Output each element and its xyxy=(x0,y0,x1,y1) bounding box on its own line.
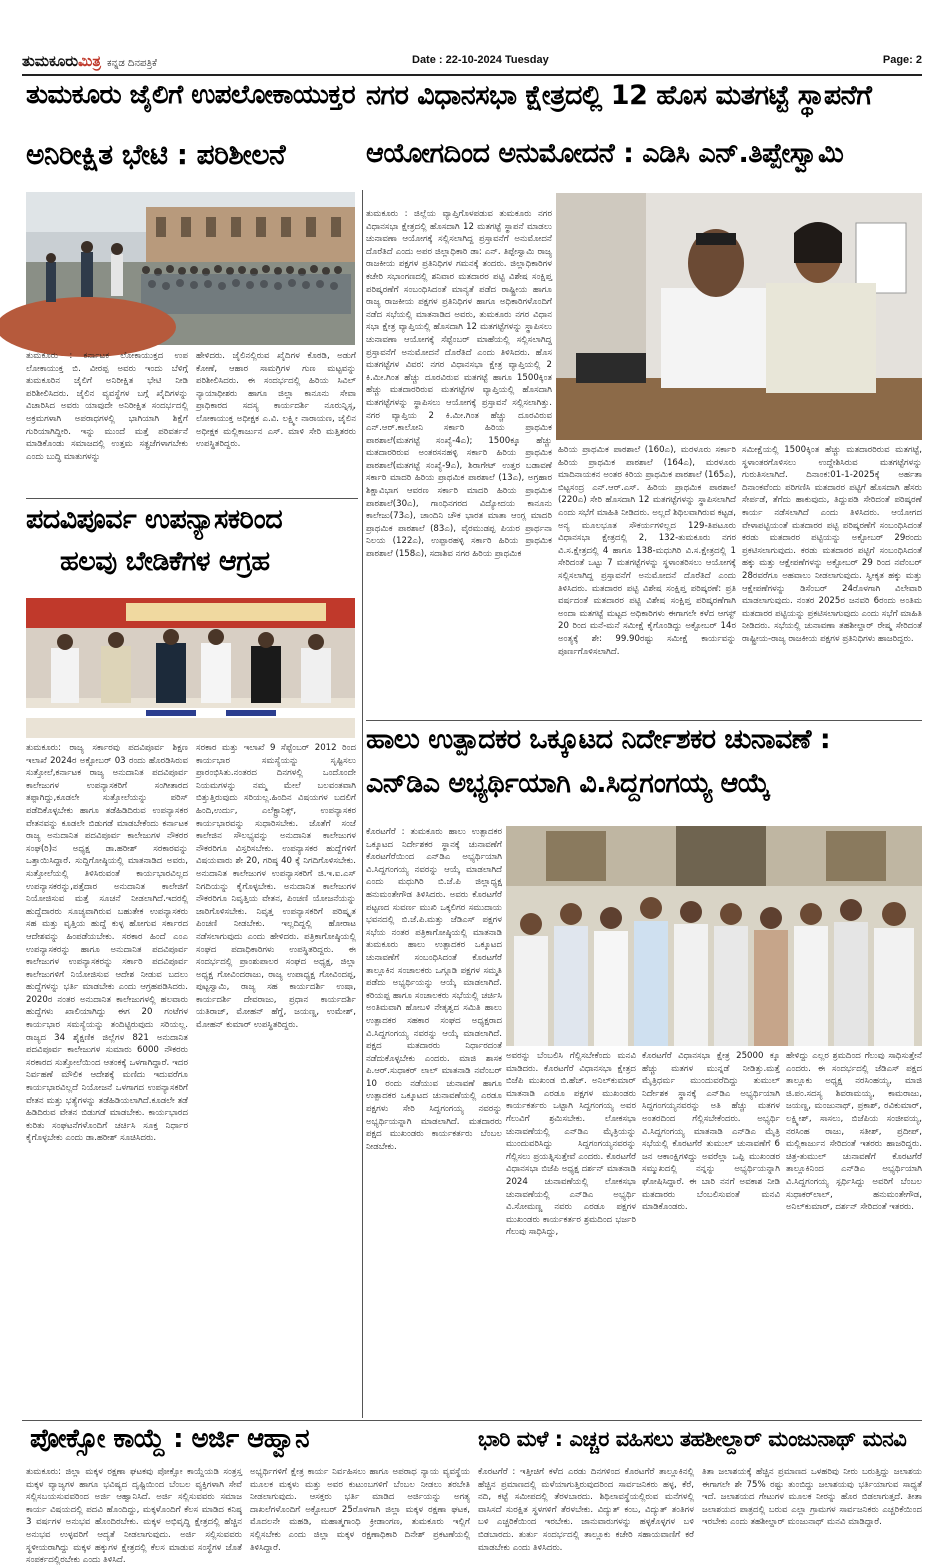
column-divider xyxy=(362,190,363,1418)
lecturers-headline-1: ಪದವಿಪೂರ್ವ ಉಪನ್ಯಾಸಕರಿಂದ xyxy=(26,504,283,535)
booths-body-col-3: ಸಮೀಕ್ಷೆಯಲ್ಲಿ 1500ಕ್ಕಿಂತ ಹೆಚ್ಚು ಮತದಾರರಿರುವ ಮತಗಟ್ಟೆ, ಸ್ಥಳಾಂತರಗೊಳಿಸಲು ಉದ್ದೇಶಿಸಿರುವ ಮತಗಟ್ಟೆಗಳನ್ನು ಗುರುತಿಸಲಾಗಿದೆ. ದಿನಾಂಕ:01-1-2025ಕ್ಕೆ ಅರ್ಹತಾ ದಿನಾಂಕವೆಂದು ಪರಿಗಣಿಸಿ ಮತದಾರರ ಪಟ್ಟಿಗೆ ಹೊಸದಾಗಿ ಹೆಸರು ಸೇರ್ಪಡೆ, ತೆಗೆದು ಹಾಕುವುದು, ತಿದ್ದುಪಡಿ ಸೇರಿದಂತೆ ಪರಿಷ್ಕರಣೆ ಕಾರ್ಯ ನಡೆಸಲಾಗಿದೆ ಎಂದು ತಿಳಿಸಿದರು. ಆಯೋಗದ ವೇಳಾಪಟ್ಟಿಯಂತೆ ಮತದಾರರ ಪಟ್ಟಿ ಪರಿಷ್ಕರಣೆಗೆ ಸಂಬಂಧಿಸಿದಂತೆ ಕರಡು ಮತದಾರರ ಪಟ್ಟಿಯನ್ನು ಅಕ್ಟೋಬರ್ 29ರಂದು ಪ್ರಕಟಿಸಲಾಗುವುದು. ಕರಡು ಮತದಾರರ ಪಟ್ಟಿಗೆ ಸಂಬಂಧಿಸಿದಂತೆ ಹಕ್ಕು ಮತ್ತು ಆಕ್ಷೇಪಣೆಗಳನ್ನು ಅಕ್ಟೋಬರ್ 29 ರಿಂದ ನವೆಂಬರ್ 28ರವರೆಗೂ ಅಹವಾಲು ನೀಡಲಾಗುವುದು. ಸ್ವೀಕೃತ ಹಕ್ಕು ಮತ್ತು ಆಕ್ಷೇಪಣೆಗಳನ್ನು ಡಿಸೆಂಬರ್ 24ರೊಳಗಾಗಿ ವಿಲೇವಾರಿ ಮಾಡಲಾಗುವುದು. ನಂತರ 2025ರ ಜನವರಿ 6ರಂದು ಅಂತಿಮ ಮತದಾರರ ಪಟ್ಟಿಯನ್ನು ಪ್ರಕಟಿಸಲಾಗುವುದು ಎಂದು ಸಭೆಗೆ ಮಾಹಿತಿ ನೀಡಿದರು. ಸಭೆಯಲ್ಲಿ ಚುನಾವಣಾ ತಹಶೀಲ್ದಾರ್ ರೇಷ್ಮ ಸೇರಿದಂತೆ ರಾಷ್ಟ್ರೀಯ-ರಾಜ್ಯ ರಾಜಕೀಯ ಪಕ್ಷಗಳ ಪ್ರತಿನಿಧಿಗಳು ಹಾಜರಿದ್ದರು. xyxy=(742,445,922,644)
booths-meeting-photo xyxy=(556,193,922,440)
milk-body-col-2: ಅವರನ್ನು ಬೆಂಬಲಿಸಿ ಗೆಲ್ಲಿಸಬೇಕೆಂದು ಮನವಿ ಮಾಡಿದರು. ಕೊರಟಗೆರೆ ವಿಧಾನಸಭಾ ಕ್ಷೇತ್ರದ ಬಿಜೆಪಿ ಮುಖಂಡ ಬಿ.ಹೆಚ್. ಅನಿಲ್‌ಕುಮಾರ್ ಮಾತನಾಡಿ ಎರಡೂ ಪಕ್ಷಗಳ ಮುಖಂಡರು ಕಾರ್ಯಕರ್ತರು ಒಟ್ಟಾಗಿ ಸಿದ್ದಗಂಗಯ್ಯ ಅವರ ಗೆಲುವಿಗೆ ಶ್ರಮಿಸಬೇಕು. ಲೋಕಸಭಾ ಚುನಾವಣೆಯಲ್ಲಿ ಎನ್‌ಡಿಎ ಮೈತ್ರಿಯನ್ನು ಮುಂದುವರಿಸಿದ್ದು ಸಿದ್ದಗಂಗಯ್ಯನವರನ್ನು ಗೆಲ್ಲಿಸಲು ಪ್ರಯತ್ನಿಸುತ್ತೇವೆ ಎಂದರು. ಕೊರಟಗೆರೆ ವಿಧಾನಸಭಾ ಬಿಜೆಪಿ ಅಧ್ಯಕ್ಷ ದರ್ಶನ್ ಮಾತನಾಡಿ 2024 ಚುನಾವಣೆಯಲ್ಲಿ ಲೋಕಸಭಾ ಚುನಾವಣೆಯಲ್ಲಿ ಎನ್‌ಡಿಎ ಅಭ್ಯರ್ಥಿ ವಿ.ಸೋಮಣ್ಣ ನವರು ಎರಡೂ ಪಕ್ಷಗಳ ಮುಖಂಡರು ಕಾರ್ಯಕರ್ತರ ಶ್ರಮದಿಂದ ಭರ್ಜರಿ ಗೆಲುವು ಸಾಧಿಸಿದ್ದು, xyxy=(506,1051,636,1238)
milk-headline-2: ಎನ್‌ಡಿಎ ಅಭ್ಯರ್ಥಿಯಾಗಿ ವಿ.ಸಿದ್ದಗಂಗಯ್ಯ ಆಯ್ಕೆ xyxy=(366,768,770,799)
lecturers-photo-illustration xyxy=(26,598,355,738)
jail-photo-illustration xyxy=(26,192,355,345)
booths-divider xyxy=(366,720,922,721)
pocso-body-col-2: ಅಭ್ಯರ್ಥಿಗಳಿಗೆ ಕ್ಷೇತ್ರ ಕಾರ್ಯ ನಿರ್ವಹಿಸಲು ಹಾಗೂ ಅಪರಾಧ ನ್ಯಾಯ ವ್ಯವಸ್ಥೆಯ ಮೂಲಕ ಮಕ್ಕಳು ಮತ್ತು ಅವರ ಕುಟುಂಬಗಳಿಗೆ ಬೆಂಬಲ ನೀಡಲು ತರಬೇತಿ ನೀಡಲಾಗುವುದು. ಆಸಕ್ತರು ಭರ್ತಿ ಮಾಡಿದ ಅರ್ಜಿಯನ್ನು ಅಗತ್ಯ ದಾಖಲೆಗಳೊಂದಿಗೆ ಅಕ್ಟೋಬರ್ 25ರೊಳಗಾಗಿ ಜಿಲ್ಲಾ ಮಕ್ಕಳ ರಕ್ಷಣಾ ಘಟಕ, ಮೊದಲನೇ ಮಹಡಿ, ಮಹಾತ್ಮಗಾಂಧಿ ಕ್ರೀಡಾಂಗಣ, ತುಮಕೂರು ಇಲ್ಲಿಗೆ ಸಲ್ಲಿಸಬೇಕು ಎಂದು ಜಿಲ್ಲಾ ಮಕ್ಕಳ ರಕ್ಷಣಾಧಿಕಾರಿ ದಿನೇಶ್ ಪ್ರಕಟಣೆಯಲ್ಲಿ ತಿಳಿಸಿದ್ದಾರೆ. xyxy=(250,1467,470,1553)
jail-body-col-2: ಹೇಳಿದರು. ಜೈಲಿನಲ್ಲಿರುವ ಖೈದಿಗಳ ಕೊಠಡಿ, ಅಡುಗೆ ಕೋಣೆ, ಆಹಾರ ಸಾಮಗ್ರಿಗಳ ಗುಣ ಮಟ್ಟವನ್ನು ಪರಿಶೀಲಿಸಿದರು. ಈ ಸಂದರ್ಭದಲ್ಲಿ ಹಿರಿಯ ಸಿವಿಲ್ ನ್ಯಾಯಾಧೀಶರು ಹಾಗೂ ಜಿಲ್ಲಾ ಕಾನೂನು ಸೇವಾ ಪ್ರಾಧಿಕಾರದ ಸದಸ್ಯ ಕಾರ್ಯದರ್ಶಿ ನೂರುನ್ನಿಸ್ಸ, ಲೋಕಾಯುಕ್ತ ಅಧೀಕ್ಷಕ ಎ.ವಿ. ಲಕ್ಷ್ಮೀ ನಾರಾಯಣ, ಜೈಲಿನ ಅಧೀಕ್ಷಕ ಮಲ್ಲಿಕಾರ್ಜುನ ಎಸ್. ಮಾಳಿ ಸೇರಿ ಮತ್ತಿತರರು ಉಪಸ್ಥಿತರಿದ್ದರು. xyxy=(196,351,356,450)
paper-name-red: ಮಿತ್ರ xyxy=(78,52,101,70)
jail-body-col-1: ತುಮಕೂರು : ಕರ್ನಾಟಕ ಲೋಕಾಯುಕ್ತದ ಉಪ ಲೋಕಾಯುಕ್ತ ಬಿ. ವೀರಪ್ಪ ಅವರು ಇಂದು ಬೆಳಿಗ್ಗೆ ತುಮಕೂರಿನ ಜೈಲಿಗೆ ಅನಿರೀಕ್ಷಿತ ಭೇಟಿ ನೀಡಿ ಪರಿಶೀಲಿಸಿದರು. ಜೈಲಿನ ವ್ಯವಸ್ಥೆಗಳ ಬಗ್ಗೆ ಖೈದಿಗಳನ್ನು ವಿಚಾರಿಸಿದ ಅವರು ಯಾವುದೇ ಅನಿರೀಕ್ಷಿತ ಸಂದರ್ಭದಲ್ಲಿ ಅಕ್ರಮಗಳಾಗಿ ಅಪರಾಧಗಳಲ್ಲಿ ಭಾಗಿಯಾಗಿ ಶಿಕ್ಷೆಗೆ ಗುರಿಯಾಗಿದ್ದೀರಿ. ಇನ್ನು ಮುಂದೆ ಮತ್ತೆ ಪರಿವರ್ತನೆ ಮಾಡಿಕೊಂಡು ಸಮಾಜದಲ್ಲಿ ಉತ್ತಮ ಸತ್ಪ್ರಜೆಗಳಾಗಬೇಕು ಎಂದು ಬುದ್ಧಿ ಮಾತುಗಳನ್ನು xyxy=(26,351,188,462)
milk-headline-1: ಹಾಲು ಉತ್ಪಾದಕರ ಒಕ್ಕೂಟದ ನಿರ್ದೇಶಕರ ಚುನಾವಣೆ : xyxy=(366,724,831,755)
rain-body-col-1: ಕೊರಟಗೆರೆ : ಇತ್ತೀಚಿಗೆ ಕಳೆದ ಎರಡು ದಿನಗಳಿಂದ ಕೊರಟಗೆರೆ ತಾಲ್ಲೂಕಿನಲ್ಲಿ ಹೆಚ್ಚಿನ ಪ್ರಮಾಣದಲ್ಲಿ ಮಳೆಯಾಗುತ್ತಿರುವುದರಿಂದ ಸಾರ್ವಜನಿಕರು ಹಳ್ಳ, ಕೆರೆ, ನದಿ, ಕಟ್ಟೆ ಸಮೀಪದಲ್ಲಿ ತೆರಳಬಾರದು. ಶಿಥಿಲಾವಸ್ಥೆಯಲ್ಲಿರುವ ಮನೆಗಳಲ್ಲಿ ವಾಸಿಸದೆ ಸುರಕ್ಷಿತ ಸ್ಥಳಗಳಿಗೆ ತೆರಳಬೇಕು. ವಿದ್ಯುತ್ ಕಂಬ, ವಿದ್ಯುತ್ ತಂತಿಗಳ ಬಳಿ ಎಚ್ಚರಿಕೆಯಿಂದ ಇರಬೇಕು. ಜಾನುವಾರುಗಳನ್ನು ಹಳ್ಳಕೊಳ್ಳಗಳ ಬಳಿ ಬಿಡಬಾರದು. ತುರ್ತು ಸಂದರ್ಭದಲ್ಲಿ ತಾಲ್ಲೂಕು ಕಚೇರಿ ಸಹಾಯವಾಣಿಗೆ ಕರೆ ಮಾಡಬೇಕು ಎಂದು ತಿಳಿಸಿದರು. xyxy=(478,1467,694,1553)
rain-body-col-2: ತಿತಾ ಜಲಾಶಯಕ್ಕೆ ಹೆಚ್ಚಿನ ಪ್ರಮಾಣದ ಒಳಹರಿವು ನೀರು ಬರುತ್ತಿದ್ದು ಜಲಾಶಯ ಈಗಾಗಲೇ ಶೇ 75% ರಷ್ಟು ತುಂಬಿದ್ದು ಜಲಾಶಯವು ಭರ್ತಿಯಾಗುವ ಸಾಧ್ಯತೆ ಇದೆ. ಜಲಾಶಯದ ಗೇಟುಗಳ ಮೂಲಕ ನೀರನ್ನು ಹೊರ ಬಿಡಲಾಗುತ್ತದೆ. ತೀತಾ ಜಲಾಶಯದ ಪಾತ್ರದಲ್ಲಿ ಬರುವ ಎಲ್ಲಾ ಗ್ರಾಮಗಳ ಸಾರ್ವಜನಿಕರು ಎಚ್ಚರಿಕೆಯಿಂದ ಇರಬೇಕು ಎಂದು ತಹಶೀಲ್ದಾರ್ ಮಂಜುನಾಥ್ ಮನವಿ ಮಾಡಿದ್ದಾರೆ. xyxy=(702,1467,922,1528)
lecturers-body-col-2: ಸರಕಾರ ಮತ್ತು ಇಲಾಖೆ 9 ಸೆಪ್ಟೆಂಬರ್ 2012 ರಿಂದ ಕಾರ್ಯಭಾರ ಸಮಸ್ಯೆಯನ್ನು ಸೃಷ್ಟಿಸಲು ಪ್ರಾರಂಭಿಸಿತು.ನಂತರದ ದಿನಗಳಲ್ಲಿ ಒಂದೊಂದೇ ನಿಯಮಗಳನ್ನು ನಮ್ಮ ಮೇಲೆ ಬಲವಂತವಾಗಿ ಬಿತ್ತುತ್ತಿರುವುದು ಸರಿಯಲ್ಲ.ಹಿಂದಿನ ವಿಷಯಗಳ ಬದಲಿಗೆ ಹಿಂದಿ,ಉರ್ದು, ಎಲೆಕ್ಟ್ರಾನಿಕ್ಸ್, ಉಪನ್ಯಾಸಕರ ಕಾರ್ಯಭಾರವನ್ನು ಸುಧಾರಿಸಬೇಕು. ಜೊತೆಗೆ ಸಂಜೆ ಕಾಲೇಜಿನ ಸೌಲಭ್ಯವನ್ನು ಅನುದಾನಿತ ಕಾಲೇಜುಗಳ ನೌಕರರಿಗೂ ವಿಸ್ತರಿಸಬೇಕು. ಉಪನ್ಯಾಸಕರ ಹುದ್ದೆಗಳಿಗೆ ವಿಷಯವಾರು ಶೇ 20, ಗರಿಷ್ಠ 40 ಕ್ಕೆ ನಿಗದಿಗೊಳಿಸಬೇಕು. ಅನುದಾನಿತ ಕಾಲೇಜುಗಳ ಉಪನ್ಯಾಸಕರಿಗೆ ಜಿ.ಇ.ಐ.ಎಸ್ ನಿಗದಿಯನ್ನು ಕೈಗೊಳ್ಳಬೇಕು. ಅನುದಾನಿತ ಕಾಲೇಜುಗಳ ನೌಕರರಿಗೂ ನಿವೃತ್ತಿಯ ವೇತನ, ಪಿಂಚಣಿ ಯೋಜನೆಯನ್ನು ಜಾರಿಗೊಳಿಸಬೇಕು. ನಿವೃತ್ತ ಉಪನ್ಯಾಸಕರಿಗೆ ಪರಿಷ್ಕೃತ ಪಿಂಚಣಿ ನೀಡಬೇಕು. ಇಲ್ಲದಿದ್ದಲ್ಲಿ ಹೋರಾಟ ನಡೆಸಲಾಗುವುದು ಎಂದು ಹೇಳಿದರು. ಪತ್ರಿಕಾಗೋಷ್ಠಿಯಲ್ಲಿ ಸಂಘದ ಪದಾಧಿಕಾರಿಗಳು ಉಪಸ್ಥಿತರಿದ್ದರು. ಈ ಸಂದರ್ಭದಲ್ಲಿ ಪ್ರಾಂಶುಪಾಲರ ಸಂಘದ ಅಧ್ಯಕ್ಷ, ಜಿಲ್ಲಾ ಅಧ್ಯಕ್ಷ ಗೋವಿಂದರಾಜು, ರಾಜ್ಯ ಉಪಾಧ್ಯಕ್ಷ ಗೋವಿಂದಪ್ಪ, ಪುಟ್ಟಸ್ವಾಮಿ, ರಾಜ್ಯ ಸಹ ಕಾರ್ಯದರ್ಶಿ ಉಷಾ, ಕಾರ್ಯದರ್ಶಿ ದೇವರಾಜು, ಪ್ರಧಾನ ಕಾರ್ಯದರ್ಶಿ ಯತಿರಾಜ್, ಮೋಹನ್ ಹೆಗ್ಡೆ, ಜಯಣ್ಣ, ಉಮೇಶ್, ಮೋಹನ್ ಕುಮಾರ್ ಉಪಸ್ಥಿತರಿದ್ದರು. xyxy=(196,743,356,1031)
jail-divider xyxy=(26,498,358,499)
masthead xyxy=(22,52,922,74)
booths-headline-1: ನಗರ ವಿಧಾನಸಭಾ ಕ್ಷೇತ್ರದಲ್ಲಿ 12 ಹೊಸ ಮತಗಟ್ಟೆ ಸ್ಥಾಪನೆಗೆ xyxy=(366,80,872,111)
paper-tagline: ಕನ್ನಡ ದಿನಪತ್ರಿಕೆ xyxy=(106,58,157,69)
booths-body-col-1: ತುಮಕೂರು : ಜಿಲ್ಲೆಯ ವ್ಯಾಪ್ತಿಗೊಳಪಡುವ ತುಮಕೂರು ನಗರ ವಿಧಾನಸಭಾ ಕ್ಷೇತ್ರದಲ್ಲಿ ಹೊಸದಾಗಿ 12 ಮತಗಟ್ಟೆ ಸ್ಥಾಪನೆ ಮಾಡಲು ಚುನಾವಣಾ ಆಯೋಗಕ್ಕೆ ಸಲ್ಲಿಸಲಾಗಿದ್ದ ಪ್ರಸ್ತಾವನೆಗೆ ಅನುಮೋದನೆ ದೊರೆತಿದೆ ಎಂದು ಅಪರ ಜಿಲ್ಲಾಧಿಕಾರಿ ಡಾ: ಎನ್. ತಿಪ್ಪೇಸ್ವಾಮಿ ರಾಜ್ಯ ರಾಜಕೀಯ ಪಕ್ಷಗಳ ಪ್ರತಿನಿಧಿಗಳ ಗಮನಕ್ಕೆ ತಂದರು. ಜಿಲ್ಲಾಧಿಕಾರಿಗಳ ಕಚೇರಿ ಸಭಾಂಗಣದಲ್ಲಿ ಶನಿವಾರ ಮತದಾರರ ಪಟ್ಟಿ ವಿಶೇಷ ಸಂಕ್ಷಿಪ್ತ ಪರಿಷ್ಕರಣೆಗೆ ಸಂಬಂಧಿಸಿದಂತೆ ಮಾನ್ಯತೆ ಪಡೆದ ರಾಷ್ಟ್ರೀಯ ಹಾಗೂ ರಾಜ್ಯ ರಾಜಕೀಯ ಪಕ್ಷಗಳ ಪ್ರತಿನಿಧಿಗಳ ಹಾಗೂ ಅಧಿಕಾರಿಗಳೊಂದಿಗೆ ನಡೆದ ಸಭೆಯಲ್ಲಿ ಮಾತನಾಡಿದ ಅವರು, ತುಮಕೂರು ನಗರ ವಿಧಾನ ಸಭಾ ಕ್ಷೇತ್ರ ವ್ಯಾಪ್ತಿಯಲ್ಲಿ ಹೊಸದಾಗಿ 12 ಮತಗಟ್ಟೆಗಳನ್ನು ಸ್ಥಾಪಿಸಲು ಚುನಾವಣಾ ಆಯೋಗಕ್ಕೆ ಸೆಪ್ಟೆಂಬರ್ ಮಾಹೆಯಲ್ಲಿ ಸಲ್ಲಿಸಲಾಗಿದ್ದ ಪ್ರಸ್ತಾವನೆಗೆ ಅನುಮೋದನೆ ದೊರೆತಿದೆ ಎಂದು ತಿಳಿಸಿದರು. ಹೊಸ ಮತಗಟ್ಟೆಗಳ ವಿವರ: ನಗರ ವಿಧಾನಸಭಾ ಕ್ಷೇತ್ರ ವ್ಯಾಪ್ತಿಯಲ್ಲಿ 2 ಕಿ.ಮೀ.ಗಿಂತ ಹೆಚ್ಚು ದೂರವಿರುವ ಮತಗಟ್ಟೆ ಹಾಗೂ 1500ಕ್ಕಿಂತ ಹೆಚ್ಚು ಮತದಾರರಿರುವ ಮತಗಟ್ಟೆಗಳ ವ್ಯಾಪ್ತಿಯಲ್ಲಿ ಹೊಸದಾಗಿ ಮತಗಟ್ಟೆಗಳನ್ನು ಸ್ಥಾಪಿಸಲು ಆಯೋಗಕ್ಕೆ ಪ್ರಸ್ತಾವನೆ ಸಲ್ಲಿಸಲಾಗಿತ್ತು. ನಗರ ವ್ಯಾಪ್ತಿಯ 2 ಕಿ.ಮೀ.ಗಿಂತ ಹೆಚ್ಚು ದೂರವಿರುವ ಎನ್.ಆರ್.ಕಾಲೋನಿ ಸರ್ಕಾರಿ ಹಿರಿಯ ಪ್ರಾಥಮಿಕ ಪಾಠಶಾಲೆ(ಮತಗಟ್ಟೆ ಸಂಖ್ಯೆ-4ಎ); 1500ಕ್ಕೂ ಹೆಚ್ಚು ಮತದಾರರಿರುವ ಅಂತರಸನಹಳ್ಳಿ ಸರ್ಕಾರಿ ಹಿರಿಯ ಪ್ರಾಥಮಿಕ ಪಾಠಶಾಲೆ(ಮತಗಟ್ಟೆ ಸಂಖ್ಯೆ-9ಎ), ಶಿರಾಗೇಟ್ ಉತ್ತರ ಬಡಾವಣೆ ಸರ್ಕಾರಿ ಮಾದರಿ ಹಿರಿಯ ಪ್ರಾಥಮಿಕ ಪಾಠಶಾಲೆ (13ಎ), ಅಗ್ರಹಾರ ಶಿಕ್ಷಾವಿಭಾಗ ಆವರಣ ಸರ್ಕಾರಿ ಮಾದರಿ ಹಿರಿಯ ಪ್ರಾಥಮಿಕ ಪಾಠಶಾಲೆ(30ಎ), ಗಾಂಧಿನಗರದ ವಿದ್ಯೋದಯ ಕಾನೂನು ಕಾಲೇಜು(73ಎ), ಚಾಂದಿನಿ ಚೌಕ ಭಾರತ ಮಾತಾ ಆಂಗ್ಲ ಮಾದರಿ ಪ್ರಾಥಮಿಕ ಪಾಠಶಾಲೆ (83ಎ), ವೈರಮುಡಪ್ಪ ಪಿಯರ ಪ್ರಾರ್ಥನಾ ನಿಲಯ (122ಎ), ಉಪ್ಪಾರಹಳ್ಳಿ ಸರ್ಕಾರಿ ಹಿರಿಯ ಪ್ರಾಥಮಿಕ ಪಾಠಶಾಲೆ (158ಎ), ಸದಾಶಿವ ನಗರ ಹಿರಿಯ ಪ್ರಾಥಮಿಕ xyxy=(366,209,552,560)
milk-body-col-3: ಕೊರಟಗೆರೆ ವಿಧಾನಸಭಾ ಕ್ಷೇತ್ರ 25000 ಕ್ಕೂ ಹೆಚ್ಚು ಮತಗಳ ಮುನ್ನಡೆ ನೀಡಿತ್ತು.ಮತ್ತೆ ಮೈತ್ರಿಧರ್ಮ ಮುಂದುವರೆದಿದ್ದು ತುಮುಲ್ ನಿರ್ದೇಶಕ ಸ್ಥಾನಕ್ಕೆ ಎನ್‌ಡಿಎ ಅಭ್ಯರ್ಥಿಯಾಗಿ ಸಿದ್ದಗಂಗಯ್ಯನವರನ್ನು ಅತಿ ಹೆಚ್ಚು ಮತಗಳ ಅಂತರದಿಂದ ಗೆಲ್ಲಿಸಬೇಕೆಂದರು. ಅಭ್ಯರ್ಥಿ ವಿ.ಸಿದ್ದಗಂಗಯ್ಯ ಮಾತನಾಡಿ ಎನ್‌ಡಿಎ ಮೈತ್ರಿ ಸಭೆಯಲ್ಲಿ ಕೊರಟಗೆರೆ ತುಮುಲ್ ಚುನಾವಣೆಗೆ 6 ಜನ ಆಕಾಂಕ್ಷಿಗಳಿದ್ದು ಅವರೆಲ್ಲಾ ಒಪ್ಪಿ ಮುಖಂಡರ ಸಮ್ಮುಖದಲ್ಲಿ ನನ್ನನ್ನು ಅಭ್ಯರ್ಥಿಯನ್ನಾಗಿ ಘೋಷಿಸಿದ್ದಾರೆ. ಈ ಬಾರಿ ನನಗೆ ಅವಕಾಶ ನೀಡಿ ಮತದಾರರು ಬೆಂಬಲಿಸುವಂತೆ ಮನವಿ ಮಾಡಿಕೊಂಡರು. xyxy=(642,1051,780,1213)
bottom-divider xyxy=(22,1420,922,1421)
paper-name xyxy=(22,52,157,70)
milk-body-col-4: ಹೇಳಿದ್ದು ಎಲ್ಲರ ಶ್ರಮದಿಂದ ಗೆಲುವು ಸಾಧಿಸುತ್ತೇನೆ ಎಂದರು. ಈ ಸಂದರ್ಭದಲ್ಲಿ ಜೆಡಿಎಸ್ ಪಕ್ಷದ ತಾಲ್ಲೂಕು ಅಧ್ಯಕ್ಷ ನರಸಿಂಹಯ್ಯ, ಮಾಜಿ ಜಿ.ಪಂ.ಸದಸ್ಯ ಶಿವರಾಮಯ್ಯ, ಕಾಮರಾಜು, ಜಯಣ್ಣ, ಮಂಜುನಾಥ್, ಪ್ರಕಾಶ್, ರವಿಕುಮಾರ್, ಲಕ್ಷ್ಮೀಶ್, ಸಾಸಲು, ಬಿಜೆಪಿಯ ಸಂಜೀವಯ್ಯ, ನರಸಿಂಹ ರಾಜು, ಸತೀಶ್, ಪ್ರದೀಪ್, ಮಲ್ಲಿಕಾರ್ಜುನ ಸೇರಿದಂತೆ ಇತರರು ಹಾಜರಿದ್ದರು. ಚಿತ್ರ-ತುಮುಲ್ ಚುನಾವಣೆಗೆ ಕೊರಟಗೆರೆ ತಾಲ್ಲೂಕಿನಿಂದ ಎನ್‌ಡಿಎ ಅಭ್ಯರ್ಥಿಯಾಗಿ ವಿ.ಸಿದ್ದಗಂಗಯ್ಯ ಸ್ಪರ್ಧಿಸಿದ್ದು ಅವರಿಗೆ ಬೆಂಬಲ ಸುಧಾಕರ್‌ಲಾಲ್, ಹನುಮಂತೇಗೌಡ, ಅನಿಲ್‌ಕುಮಾರ್, ದರ್ಶನ್ ಸೇರಿದಂತೆ ಇತರರು. xyxy=(786,1051,922,1213)
masthead-rule xyxy=(22,74,922,76)
jail-headline-2: ಅನಿರೀಕ್ಷಿತ ಭೇಟಿ : ಪರಿಶೀಲನೆ xyxy=(26,138,286,171)
lecturers-headline-2: ಹಲವು ಬೇಡಿಕೆಗಳ ಆಗ್ರಹ xyxy=(60,546,270,577)
jail-headline-1: ತುಮಕೂರು ಜೈಲಿಗೆ ಉಪಲೋಕಾಯುಕ್ತರ xyxy=(26,80,356,110)
milk-body-col-1: ಕೊರಟಗೆರೆ : ತುಮಕೂರು ಹಾಲು ಉತ್ಪಾದಕರ ಒಕ್ಕೂಟದ ನಿರ್ದೇಶಕರ ಸ್ಥಾನಕ್ಕೆ ಚುನಾವಣೆಗೆ ಕೊರಟಗೆರೆಯಿಂದ ಎನ್‌ಡಿಎ ಅಭ್ಯರ್ಥಿಯಾಗಿ ವಿ.ಸಿದ್ದಗಂಗಯ್ಯ ನವರನ್ನು ಆಯ್ಕೆ ಮಾಡಲಾಗಿದೆ ಎಂದು ಮಧುಗಿರಿ ಬಿ.ಜೆ.ಪಿ ಜಿಲ್ಲಾಧ್ಯಕ್ಷ ಹನುಮಂತೇಗೌಡ ತಿಳಿಸಿದರು. ಅವರು ಕೊರಟಗೆರೆ ಪಟ್ಟಣದ ಸುವರ್ಣ ಮುಖಿ ಒಕ್ಕಲಿಗರ ಸಮುದಾಯ ಭವನದಲ್ಲಿ ಬಿ.ಜೆ.ಪಿ.ಮತ್ತು ಜೆಡಿಎಸ್ ಪಕ್ಷಗಳ ಸಭೆಯ ನಂತರ ಪತ್ರಿಕಾಗೋಷ್ಠಿಯಲ್ಲಿ ಮಾತನಾಡಿ ತುಮಕೂರು ಹಾಲು ಉತ್ಪಾದಕರ ಒಕ್ಕೂಟದ ಚುನಾವಣೆಗೆ ಸಂಬಂಧಿಸಿದಂತೆ ಕೊರಟಗೆರೆ ತಾಲ್ಲೂಕಿನ ಸಂಚಾಲಕರು ಒಗ್ಗೂಡಿ ಪಕ್ಷಗಳ ಸಮ್ಮತಿ ಪಡೆದು ಅಭ್ಯರ್ಥಿಯನ್ನು ಆಯ್ಕೆ ಮಾಡಲಾಗಿದೆ. ಕರಿಯಪ್ಪ ಹಾಗೂ ಸಂಚಾಲಕರು ಸಭೆಯಲ್ಲಿ ಚರ್ಚಿಸಿ ಅಂತಿಮವಾಗಿ ಹೋಬಳಿ ನೇತೃತ್ವದ ಸಮಿತಿ ಹಾಲು ಉತ್ಪಾದಕರ ಸಹಕಾರ ಸಂಘದ ಅಧ್ಯಕ್ಷರಾದ ವಿ.ಸಿದ್ದಗಂಗಯ್ಯ ನವರನ್ನು ಆಯ್ಕೆ ಮಾಡಲಾಗಿದೆ. ಪಕ್ಷದ ಮತದಾರರು ನಿರ್ಧಾರದಂತೆ ನಡೆದುಕೊಳ್ಳಬೇಕು ಎಂದರು. ಮಾಜಿ ಶಾಸಕ ಪಿ.ಆರ್.ಸುಧಾಕರ್ ಲಾಲ್ ಮಾತನಾಡಿ ನವೆಂಬರ್ 10 ರಂದು ನಡೆಯುವ ಚುನಾವಣೆ ಹಾಗೂ ಉತ್ಪಾದಕರ ಒಕ್ಕೂಟದ ಚುನಾವಣೆಯಲ್ಲಿ ಎರಡೂ ಪಕ್ಷಗಳು ಸೇರಿ ಸಿದ್ದಗಂಗಯ್ಯ ನವರನ್ನು ಅಭ್ಯರ್ಥಿಯನ್ನಾಗಿ ಮಾಡಲಾಗಿದೆ. ಮತದಾರರು ಪಕ್ಷದ ಮುಖಂಡರು ಕಾರ್ಯಕರ್ತರು ಬೆಂಬಲ ನೀಡಬೇಕು. xyxy=(366,827,502,1152)
jail-photo xyxy=(26,192,355,345)
lecturers-body-col-1: ತುಮಕೂರು: ರಾಜ್ಯ ಸರ್ಕಾರವು ಪದವಿಪೂರ್ವ ಶಿಕ್ಷಣ ಇಲಾಖೆ 2024ರ ಅಕ್ಟೋಬರ್ 03 ರಂದು ಹೊರಡಿಸಿರುವ ಸುತ್ತೋಲೆ,ಕರ್ನಾಟಕ ರಾಜ್ಯ ಅನುದಾನಿತ ಪದವಿಪೂರ್ವ ಕಾಲೇಜುಗಳ ಉಪನ್ಯಾಸಕರಿಗೆ ಸಂಗೀತಾರದ ತಪ್ಪಾಗಿದ್ದು,ಕೂಡಲೇ ಸುತ್ತೋಲೆಯನ್ನು ಪರಿಸ್ ಪಡೆದಿಕೊಳ್ಳಬೇಕು ಹಾಗೂ ತಡೆಹಿಡಿದಿರುವ ಉಪನ್ಯಾಸಕರ ವೇತನವನ್ನು ಕೂಡಲೇ ಬಿಡುಗಡೆ ಮಾಡಬೇಕೆಂದು ಕರ್ನಾಟಕ ರಾಜ್ಯ ಅನುದಾನಿತ ಪದವಿಪೂರ್ವ ಕಾಲೇಜುಗಳ ನೌಕರರ ಸಂಘ(ರಿ)ನ ಅಧ್ಯಕ್ಷ ಡಾ.ಹರೀಶ್ ಸರಕಾರವನ್ನು ಒತ್ತಾಯಿಸಿದ್ದಾರೆ. ಸುದ್ದಿಗೋಷ್ಠಿಯಲ್ಲಿ ಮಾತನಾಡಿದ ಅವರು, ಸುತ್ತೋಲೆಯಲ್ಲಿ ತಿಳಿಸಿರುವಂತೆ ಕಾರ್ಯಭಾರವಿಲ್ಲದ ಉಪನ್ಯಾಸಕರನ್ನು,ಪತ್ತೆದಾರ ಅನುದಾನಿತ ಕಾಲೇಜಿಗೆ ನಿಯೋಜಿಸುವ ಮತ್ತೆ ಸೂಚನೆ ನೀಡಲಾಗಿದೆ.ಇದರಲ್ಲಿ ಹುದ್ದೆದಾರರು ಸೂಚ್ಯವಾಗಿರುವ ಬಹುತೇಕ ಉಪನ್ಯಾಸಕರು ಸಹ ಮತ್ತು ವೃತ್ತಿಯ ಹುದ್ದೆ ಕುಳ್ಳ ಹೋಗುವ ಸರ್ಕಾರದ ಆದೇಶವನ್ನು ಹಿಂಪಡೆಯಬೇಕು. ಸರಕಾರ ಹಿಂದೆ ಎಂಎ ಉಪನ್ಯಾಸಕರನ್ನು ಹಾಗೂ ಅನುದಾನಿತ ಪದವಿಪೂರ್ವ ಕಾಲೇಜುಗಳ ಉಪನ್ಯಾಸಕರನ್ನು ಸರ್ಕಾರಿ ಪದವಿಪೂರ್ವ ಕಾಲೇಜುಗಳಿಗೆ ನಿಯೋಜಿಸುವ ಆದೇಶ ನೀಡುವ ಬದಲು ಹುದ್ದೆಗಳನ್ನು ಭರ್ತಿ ಮಾಡಬೇಕು ಎಂದು ಆಗ್ರಹಪಡಿಸಿದರು. 2020ರ ನಂತರ ಅನುದಾನಿತ ಕಾಲೇಜುಗಳಲ್ಲಿ ಹಲವಾರು ಹುದ್ದೆಗಳು ಖಾಲಿಯಾಗಿದ್ದು ಈಗ 20 ಗಂಟೆಗಳ ಕಾರ್ಯಭಾರ ಸಮಸ್ಯೆಯನ್ನು ತಂದಿಟ್ಟಿರುವುದು ಸರಿಯಲ್ಲ. ರಾಜ್ಯದ 34 ಶೈಕ್ಷಣಿಕ ಜಿಲ್ಲೆಗಳ 821 ಅನುದಾನಿತ ಪದವಿಪೂರ್ವ ಕಾಲೇಜುಗಳ ಸುಮಾರು 6000 ನೌಕರರು ಸರಕಾರದ ಸುತ್ತೋಲೆಯಿಂದ ಆತಂಕಕ್ಕೆ ಒಳಗಾಗಿದ್ದಾರೆ. ಇದರ ನಿರ್ವಹಣೆ ಮೌಲಿಕ ಆದೇಶಕ್ಕೆ ಮಣಿದು ಇದುವರೆಗೂ ಕಾರ್ಯಭಾರವಿಲ್ಲದೆ ನಿಯೋಜನೆ ಒಳಗಾಗದ ಉಪನ್ಯಾಸಕರಿಗೆ ವೇತನ ಮತ್ತು ಭತ್ಯೆಗಳನ್ನು ತಡೆಹಿಡಿಯಲಾಗಿದೆ.ಕೂಡಲೇ ತಡೆ ಹಿಡಿದಿರುವ ವೇತನ ಬಿಡುಗಡೆ ಮಾಡಬೇಕು. ಕಾರ್ಯಭಾರದ ಕುರಿತು ಸಂಘಟನೆಗಳೊಂದಿಗೆ ಚರ್ಚಿಸಿ ಸೂಕ್ತ ನಿರ್ಧಾರ ಕೈಗೊಳ್ಳಬೇಕು ಎಂದು ಡಾ.ಹರೀಶ್ ಸೂಚಿಸಿದರು. xyxy=(26,743,188,1144)
lecturers-photo xyxy=(26,598,355,738)
paper-name-black: ತುಮಕೂರು xyxy=(22,52,79,70)
pocso-headline: ಪೋಕ್ಸೋ ಕಾಯ್ದೆ : ಅರ್ಜಿ ಆಹ್ವಾನ xyxy=(30,1424,310,1454)
issue-date: Date : 22-10-2024 Tuesday xyxy=(412,54,549,66)
booths-headline-2: ಆಯೋಗದಿಂದ ಅನುಮೋದನೆ : ಎಡಿಸಿ ಎನ್.ತಿಪ್ಪೇಸ್ವಾಮಿ xyxy=(366,138,844,169)
page-number: Page: 2 xyxy=(882,54,922,66)
milk-group-photo-illustration xyxy=(506,826,922,1046)
booths-body-col-2: ಹಿರಿಯ ಪ್ರಾಥಮಿಕ ಪಾಠಶಾಲೆ (160ಎ), ಮರಳೂರು ಸರ್ಕಾರಿ ಹಿರಿಯ ಪ್ರಾಥಮಿಕ ಪಾಠಶಾಲೆ (164ಎ), ಮರಳೂರು ಮಾದಿನಾಯಕನ ಅಂತರ ಕಿರಿಯ ಪ್ರಾಥಮಿಕ ಪಾಠಶಾಲೆ (165ಎ), ಬಿಟ್ಟಸಂದ್ರ ಎನ್.ಆರ್.ಎಸ್. ಹಿರಿಯ ಪ್ರಾಥಮಿಕ ಪಾಠಶಾಲೆ (220ಎ) ಸೇರಿ ಹೊಸದಾಗಿ 12 ಮತಗಟ್ಟೆಗಳನ್ನು ಸ್ಥಾಪಿಸಲಾಗಿದೆ ಎಂದು ಸಭೆಗೆ ಮಾಹಿತಿ ನೀಡಿದರು. ಅಲ್ಲದೆ ಶಿಥಿಲವಾಗಿರುವ ಕಟ್ಟಡ, ಅನ್ಯ ಮೂಲಭೂತ ಸೌಕರ್ಯಗಳಿಲ್ಲದ 129-ತಿಪಟೂರು ವಿಧಾನಸಭಾ ಕ್ಷೇತ್ರದಲ್ಲಿ 2, 132-ತುಮಕೂರು ನಗರ ವಿ.ಸ.ಕ್ಷೇತ್ರದಲ್ಲಿ 4 ಹಾಗೂ 138-ಮಧುಗಿರಿ ವಿ.ಸ.ಕ್ಷೇತ್ರದಲ್ಲಿ 1 ಸೇರಿದಂತೆ ಒಟ್ಟು 7 ಮತಗಟ್ಟೆಗಳನ್ನು ಸ್ಥಳಾಂತರಿಸಲು ಆಯೋಗಕ್ಕೆ ಸಲ್ಲಿಸಲಾಗಿದ್ದ ಪ್ರಸ್ತಾವನೆಗೆ ಅನುಮೋದನೆ ದೊರೆತಿದೆ ಎಂದು ತಿಳಿಸಿದರು. ಮತದಾರರ ಪಟ್ಟಿ ವಿಶೇಷ ಸಂಕ್ಷಿಪ್ತ ಪರಿಷ್ಕರಣೆ: ಪ್ರತಿ ವರ್ಷದಂತೆ ಮತದಾರರ ಪಟ್ಟಿ ವಿಶೇಷ ಸಂಕ್ಷಿಪ್ತ ಪರಿಷ್ಕರಣೆಗಾಗಿ ಅಂದಾ ಮತಗಟ್ಟೆ ಮಟ್ಟದ ಅಧಿಕಾರಿಗಳು ಈಗಾಗಲೇ ಕಳೆದ ಆಗಸ್ಟ್ 20 ರಿಂದ ಮನೆ-ಮನೆ ಸಮೀಕ್ಷೆ ಕೈಗೊಂಡಿದ್ದು ಅಕ್ಟೋಬರ್ 14ರ ಅಂತ್ಯಕ್ಕೆ ಶೇ: 99.90ರಷ್ಟು ಸಮೀಕ್ಷೆ ಕಾರ್ಯವನ್ನು ಪೂರ್ಣಗೊಳಿಸಲಾಗಿದೆ. xyxy=(558,445,736,657)
rain-headline: ಭಾರಿ ಮಳೆ : ಎಚ್ಚರ ವಹಿಸಲು ತಹಶೀಲ್ದಾರ್ ಮಂಜುನಾಥ್ ಮನವಿ xyxy=(478,1427,907,1451)
pocso-body-col-1: ತುಮಕೂರು: ಜಿಲ್ಲಾ ಮಕ್ಕಳ ರಕ್ಷಣಾ ಘಟಕವು ಪೋಕ್ಸೋ ಕಾಯ್ದೆಯಡಿ ಸಂತ್ರಸ್ತ ಮಕ್ಕಳ ವ್ಯಾಜ್ಯಗಳ ಹಾಗೂ ಭವಿಷ್ಯದ ದೃಷ್ಟಿಯಿಂದ ಬೆಂಬಲ ವ್ಯಕ್ತಿಗಳಾಗಿ ಸೇವೆ ಸಲ್ಲಿಸಬಯಸುವವರಿಂದ ಅರ್ಜಿ ಆಹ್ವಾನಿಸಿದೆ. ಅರ್ಜಿ ಸಲ್ಲಿಸುವವರು ಸಮಾಜ ಕಾರ್ಯ ವಿಷಯದಲ್ಲಿ ಪದವಿ ಹೊಂದಿದ್ದು, ಮಕ್ಕಳೊಂದಿಗೆ ಕೆಲಸ ಮಾಡಿದ ಕನಿಷ್ಠ 3 ವರ್ಷಗಳ ಅನುಭವ ಹೊಂದಿರಬೇಕು. ಮಕ್ಕಳ ಅಭಿವೃದ್ಧಿ ಕ್ಷೇತ್ರದಲ್ಲಿ ಹೆಚ್ಚಿನ ಅನುಭವ ಉಳ್ಳವರಿಗೆ ಆದ್ಯತೆ ನೀಡಲಾಗುವುದು. ಅರ್ಜಿ ಸಲ್ಲಿಸುವವರು ಸ್ಥಳೀಯರಾಗಿದ್ದು ಮಕ್ಕಳ ಹಕ್ಕುಗಳ ಕ್ಷೇತ್ರದಲ್ಲಿ ಕೆಲಸ ಮಾಡುವ ಸಂಸ್ಥೆಗಳ ಜೊತೆ ಸಂಪರ್ಕದಲ್ಲಿರಬೇಕು ಎಂದು ತಿಳಿಸಿದೆ. xyxy=(26,1467,242,1566)
booths-meeting-photo-illustration xyxy=(556,193,922,440)
milk-group-photo xyxy=(506,826,922,1046)
